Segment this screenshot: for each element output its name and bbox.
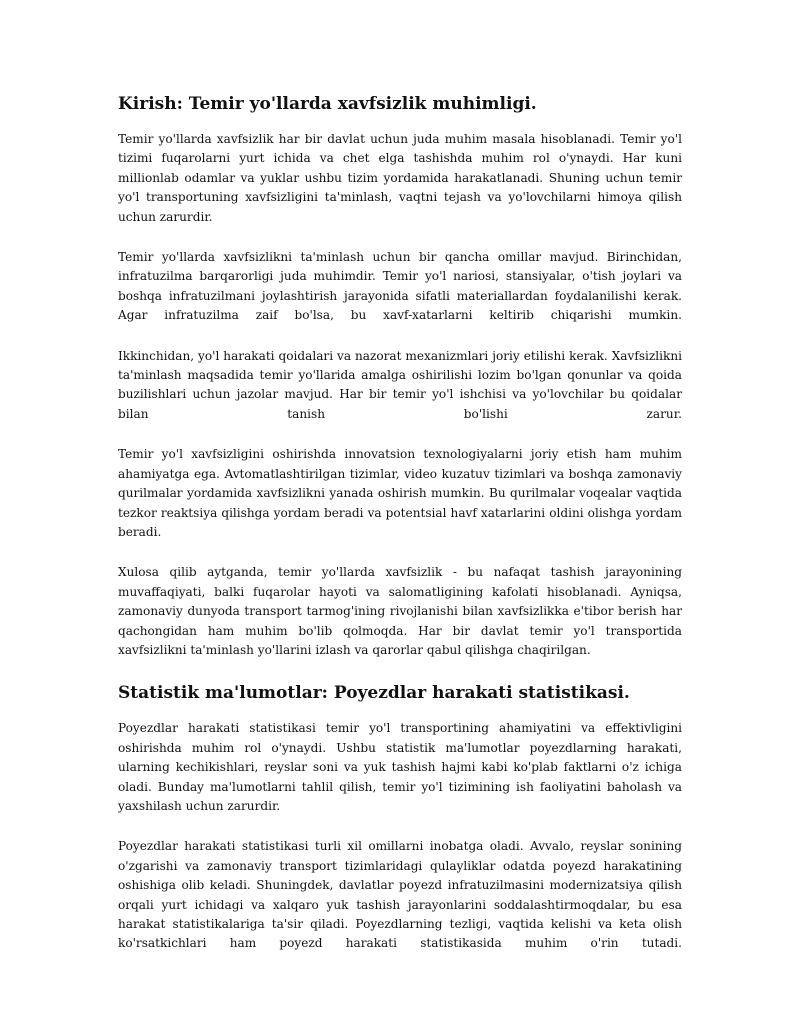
document-page xyxy=(118,92,682,975)
paragraph: Temir yo'llarda xavfsizlik har bir davlat uchun juda muhim masala hisoblanadi. Temir yo'l tizimi fuqarolarni yurt ichida va chet elga tashishda muhim rol o'ynaydi. Har kuni millionlab odamlar va yuklar ushbu tizim yordamida harakatlanadi. Shuning uchun temir yo'l transportuning xavfsizligini ta'minlash, vaqtni tejash va yo'lovchilarni himoya qilish uchun zarurdir. xyxy=(118,132,682,224)
paragraph: Temir yo'llarda xavfsizlikni ta'minlash uchun bir qancha omillar mavjud. Birinchidan, infratuzilma barqarorligi juda muhimdir. Temir yo'l nariosi, stansiyalar, o'tish joylari va boshqa infratuzilmani joylashtirish jarayonida sifatli materiallardan foydalanilishi kerak. Agar infratuzilma zaif bo'lsa, bu xavf-xatarlarni keltirib chiqarishi mumkin. xyxy=(118,250,682,323)
section-heading-introduction: Kirish: Temir yo'llarda xavfsizlik muhimligi. xyxy=(118,94,537,114)
paragraph: Temir yo'l xavfsizligini oshirishda innovatsion texnologiyalarni joriy etish ham muhim ahamiyatga ega. Avtomatlashtirilgan tizimlar, video kuzatuv tizimlari va boshqa zamonaviy qurilmalar yordamida xavfsizlikni yanada oshirish mumkin. Bu qurilmalar voqealar vaqtida tezkor reaktsiya qilishga yordam beradi va potentsial havf xatarlarini oldini olishga yordam beradi. xyxy=(118,447,682,539)
paragraph: Xulosa qilib aytganda, temir yo'llarda xavfsizlik - bu nafaqat tashish jarayonining muvaffaqiyati, balki fuqarolar hayoti va salomatligining kafolati hisoblanadi. Ayniqsa, zamonaviy dunyoda transport tarmog'ining rivojlanishi bilan xavfsizlikka e'tibor berish har qachongidan ham muhim bo'lib qolmoqda. Har bir davlat temir yo'l transportida xavfsizlikni ta'minlash yo'llarini izlash va qarorlar qabul qilishga chaqirilgan. xyxy=(118,565,682,657)
paragraph: Poyezdlar harakati statistikasi temir yo'l transportining ahamiyatini va effektivligini oshirishda muhim rol o'ynaydi. Ushbu statistik ma'lumotlar poyezdlarning harakati, ularning kechikishlari, reyslar soni va yuk tashish hajmi kabi ko'plab faktlarni o'z ichiga oladi. Bunday ma'lumotlarni tahlil qilish, temir yo'l tizimining ish faoliyatini baholash va yaxshilash uchun zarurdir. xyxy=(118,721,682,813)
paragraph: Ikkinchidan, yo'l harakati qoidalari va nazorat mexanizmlari joriy etilishi kerak. Xavfsizlikni ta'minlash maqsadida temir yo'llarida amalga oshirilishi lozim bo'lgan qonunlar va qoida buzilishlari uchun jazolar mavjud. Har bir temir yo'l ishchisi va yo'lovchilar bu qoidalar bilan tanish bo'lishi zarur. xyxy=(118,348,682,421)
section-heading-statistics: Statistik ma'lumotlar: Poyezdlar harakati statistikasi. xyxy=(118,683,630,704)
paragraph: Poyezdlar harakati statistikasi turli xil omillarni inobatga oladi. Avvalo, reyslar sonining o'zgarishi va zamonaviy transport tizimlaridagi qulayliklar odatda poyezd harakatining oshishiga olib keladi. Shuningdek, davlatlar poyezd infratuzilmasini modernizatsiya qilish orqali yurt ichidagi va xalqaro yuk tashish jarayonlarini soddalashtirmoqdalar, bu esa harakat statistikalariga ta'sir qiladi. Poyezdlarning tezligi, vaqtida kelishi va keta olish ko'rsatkichlari ham poyezd harakati statistikasida muhim o'rin tutadi. xyxy=(118,839,682,951)
